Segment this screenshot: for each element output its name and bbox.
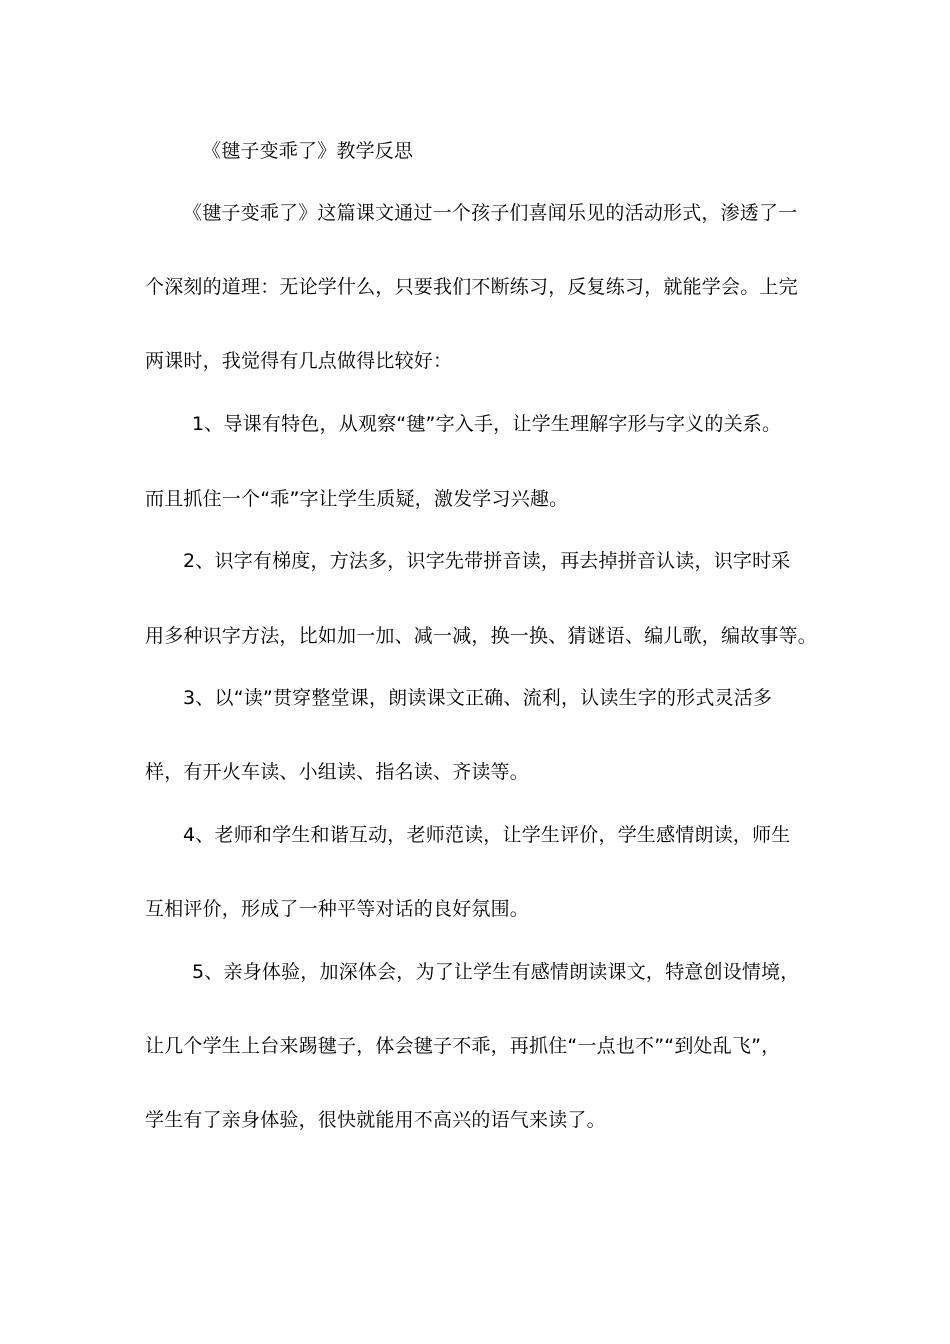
list-item-1-line: 而且抓住一个“乖”字让学生质疑，激发学习兴趣。 — [145, 488, 569, 510]
list-item-4-line: 互相评价，形成了一种平等对话的良好氛围。 — [145, 898, 530, 920]
list-item-2-line: 用多种识字方法，比如加一加、减一减，换一换、猜谜语、编儿歌，编故事等。 — [145, 625, 818, 647]
list-item-5-line: 学生有了亲身体验，很快就能用不高兴的语气来读了。 — [145, 1109, 606, 1131]
list-item-5-line: 让几个学生上台来踢毽子，体会毽子不乖，再抓住“一点也不”“到处乱飞”， — [145, 1035, 781, 1057]
list-item-3-line: 样，有开火车读、小组读、指名读、齐读等。 — [145, 761, 530, 783]
list-item-3-line: 3、以“读”贯穿整堂课，朗读课文正确、流利，认读生字的形式灵活多 — [183, 687, 773, 709]
paragraph-line: 个深刻的道理：无论学什么，只要我们不断练习，反复练习，就能学会。上完 — [145, 276, 798, 298]
document-title: 《毽子变乖了》教学反思 — [202, 140, 414, 162]
list-item-4-line: 4、老师和学生和谐互动，老师范读，让学生评价，学生感情朗读，师生 — [183, 824, 791, 846]
list-item-2-line: 2、识字有梯度，方法多，识字先带拼音读，再去掉拼音认读，识字时采 — [183, 550, 791, 572]
paragraph-line: 《毽子变乖了》这篇课文通过一个孩子们喜闻乐见的活动形式，渗透了一 — [183, 202, 798, 224]
paragraph-line: 两课时，我觉得有几点做得比较好： — [145, 350, 453, 372]
list-item-5-line: 5、亲身体验，加深体会，为了让学生有感情朗读课文，特意创设情境， — [192, 961, 800, 983]
list-item-1-line: 1、导课有特色，从观察“毽”字入手，让学生理解字形与字义的关系。 — [192, 413, 782, 435]
